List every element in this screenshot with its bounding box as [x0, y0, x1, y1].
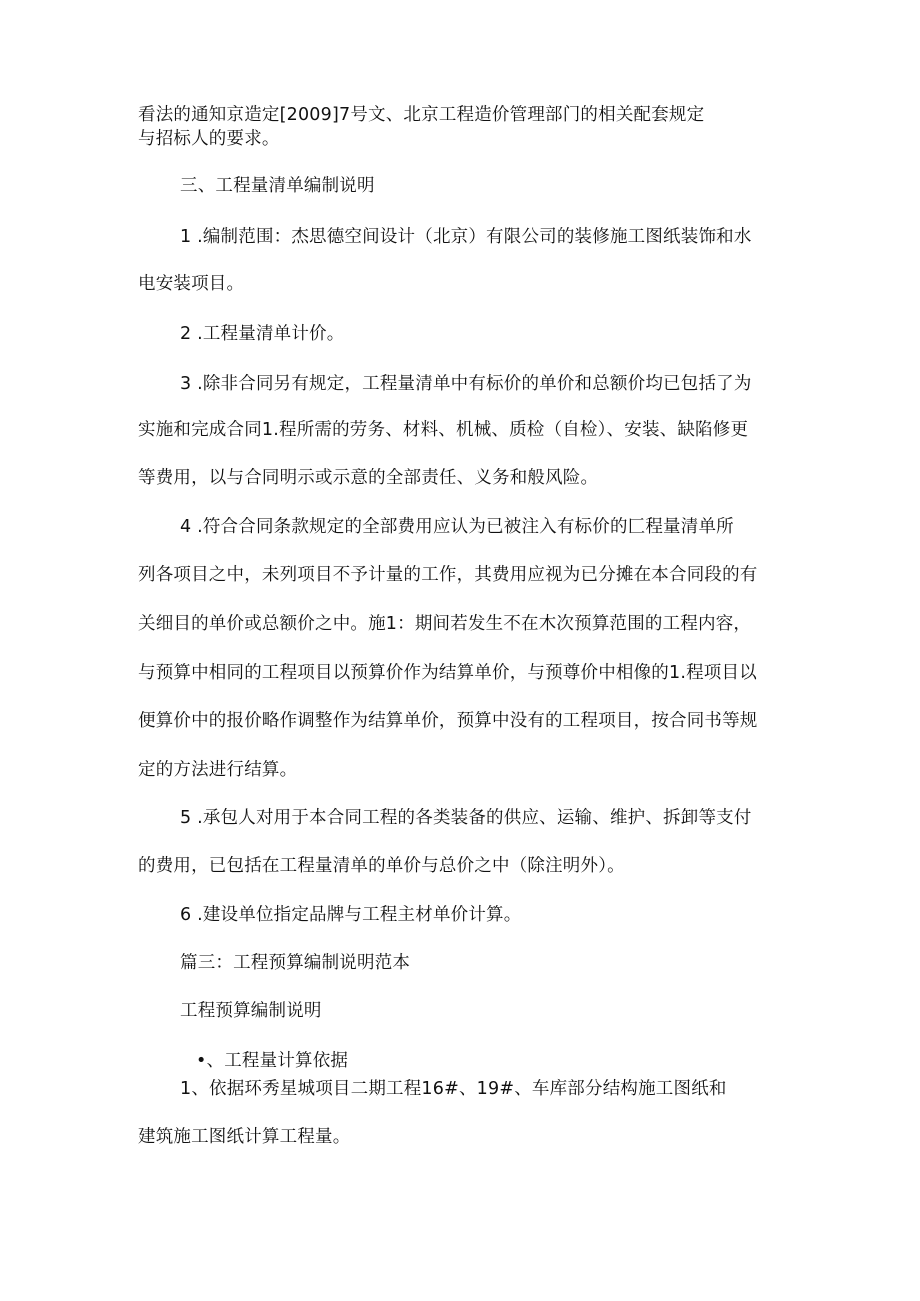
- section-heading: 三、工程量清单编制说明: [180, 176, 375, 196]
- text-line: 列各项目之中，未列项目不予计量的工作，其费用应视为已分摊在本合同段的有: [138, 565, 758, 585]
- text-line: 1 .编制范围：杰思德空间设计（北京）有限公司的装修施工图纸装饰和水: [180, 227, 752, 247]
- text-line: 4 .符合合同条款规定的全部费用应认为已被注入有标价的匚程量清单所: [180, 517, 734, 537]
- text-line: 实施和完成合同1.程所需的劳务、材料、机械、质检（自检）、安装、缺陷修更: [138, 420, 749, 440]
- section-heading: •、工程量计算依据: [196, 1051, 349, 1071]
- document-title: 工程预算编制说明: [180, 1001, 322, 1021]
- text-line: 电安装项目。: [138, 274, 245, 294]
- text-line: 与预算中相同的工程项目以预算价作为结算单价，与预尊价中相像的1.程项目以: [138, 663, 757, 683]
- text-line: 5 .承包人对用于本合同工程的各类装备的供应、运输、维护、拆卸等支付: [180, 808, 752, 828]
- text-line: 看法的通知京造定[2009]7号文、北京工程造价管理部门的相关配套规定: [138, 105, 705, 125]
- text-line: 6 .建设单位指定品牌与工程主材单价计算。: [180, 905, 522, 925]
- text-line: 便算价中的报价略作调整作为结算单价，预算中没有的工程项目，按合同书等规: [138, 711, 758, 731]
- text-line: 与招标人的要求。: [138, 129, 280, 149]
- text-line: 1、依据环秀星城项目二期工程16#、19#、车库部分结构施工图纸和: [180, 1079, 727, 1099]
- text-line: 等费用，以与合同明示或示意的全部责任、义务和般风险。: [138, 468, 599, 488]
- text-line: 的费用，已包括在工程量清单的单价与总价之中（除注明外）。: [138, 856, 625, 876]
- text-line: 定的方法进行结算。: [138, 760, 298, 780]
- text-line: 建筑施工图纸计算工程量。: [138, 1127, 351, 1147]
- text-line: 关细目的单价或总额价之中。施1：期间若发生不在木次预算范围的工程内容，: [138, 614, 752, 634]
- text-line: 2 .工程量清单计价。: [180, 324, 345, 344]
- section-heading: 篇三：工程预算编制说明范本: [180, 953, 411, 973]
- text-line: 3 .除非合同另有规定，工程量清单中有标价的单价和总额价均已包括了为: [180, 374, 752, 394]
